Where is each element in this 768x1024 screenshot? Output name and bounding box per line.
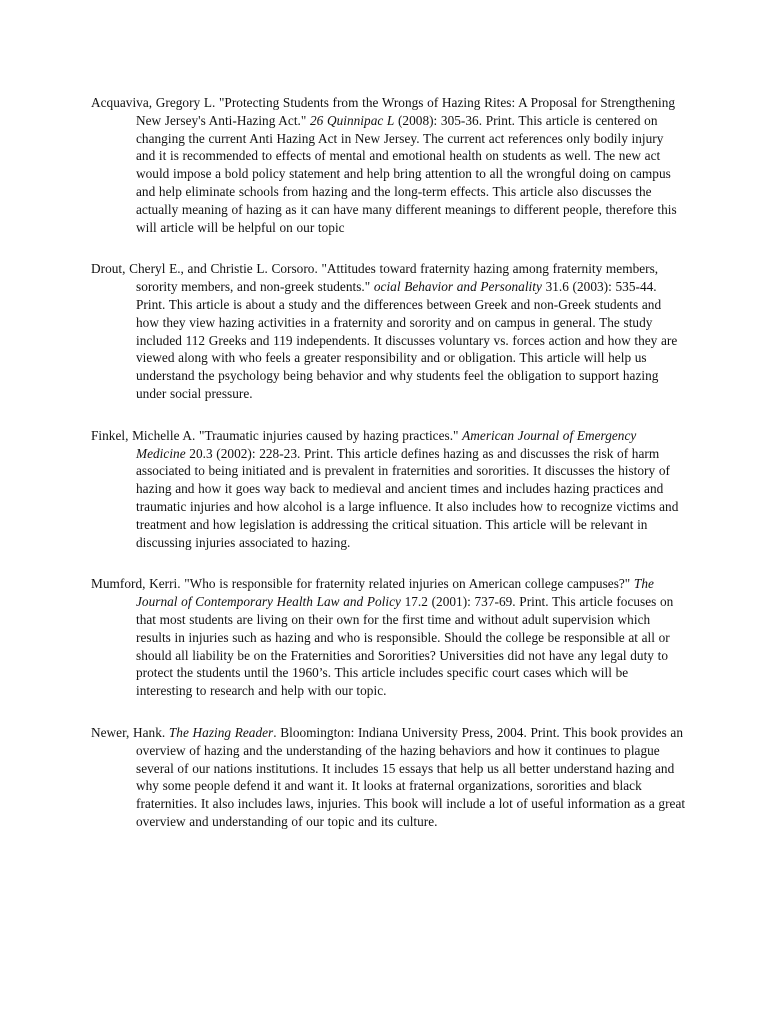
bibliography-entry-acquaviva <box>91 94 686 236</box>
entry-source-title: The Journal of Contemporary Health Law and Policy <box>136 576 654 610</box>
bibliography-entry-drout <box>91 260 686 402</box>
entry-citation-lead: Finkel, Michelle A. "Traumatic injuries caused by hazing practices." <box>91 427 463 443</box>
bibliography-entry-newer <box>91 724 686 831</box>
entry-citation-lead: Acquaviva, Gregory L. "Protecting Students from the Wrongs of Hazing Rites: A Proposal for Strengthening New Jersey's Anti-Hazing Act." <box>91 95 676 128</box>
entry-source-title: 26 Quinnipac L <box>309 112 395 128</box>
entry-citation-lead: Mumford, Kerri. "Who is responsible for fraternity related injuries on American college campuses?" <box>91 576 634 592</box>
entry-annotation: (2008): 305-36. Print. This article is centered on changing the current Anti Hazing Act in New Jersey. The current act references only bodily injury and it is recommended to effects of mental and emotional health on students as well. The new act would impose a bold policy statement and help bring attention to all the wrongful doing on campus and help eliminate schools from hazing and the long-term effects. This article also discusses the actually meaning of hazing as it can have many different meanings to different people, therefore this will article will be helpful on our topic <box>136 112 677 235</box>
entry-citation-lead: Drout, Cheryl E., and Christie L. Corsoro. "Attitudes toward fraternity hazing among fraternity members, sorority members, and non-greek students." <box>91 261 659 295</box>
entry-annotation: 17.2 (2001): 737-69. Print. This article focuses on that most students are living on their own for the first time and without adult supervision which results in injuries such as hazing and who is responsible. Should the college be responsible at all or should all liability be on the Fraternities and Sororities? Universities did not have any legal duty to protect the students until the 1960’s. This article includes specific court cases which will be interesting to research and help with our topic. <box>136 594 674 699</box>
bibliography-entry-mumford <box>91 575 686 700</box>
entry-annotation: 31.6 (2003): 535-44. Print. This article is about a study and the differences between Greek and non-Greek students and how they view hazing activities in a fraternity and sorority and on campus in general. The study included 112 Greeks and 119 independents. It discusses voluntary vs. forces action and how they are viewed along with who feels a greater responsibility and or obligation. This article will help us understand the psychology being behavior and why students feel the obligation to support hazing under social pressure. <box>136 279 678 401</box>
entry-annotation: 20.3 (2002): 228-23. Print. This article defines hazing as and discusses the risk of harm associated to being initiated and is prevalent in fraternities and sororities. It discusses the history of hazing and how it goes way back to medieval and ancient times and includes hazing practices and traumatic injuries and how alcohol is a large influence. It also includes how to recognize victims and treatment and how legislation is addressing the critical situation. This article will be relevant in discussing injuries associated to hazing. <box>136 445 679 550</box>
entry-source-title: The Hazing Reader <box>168 724 274 740</box>
entry-source-title: ocial Behavior and Personality <box>373 279 542 295</box>
entry-annotation: . Bloomington: Indiana University Press, 2004. Print. This book provides an overview of hazing and the understanding of the hazing behaviors and how it continues to plague several of our nations institutions. It includes 15 essays that help us all better understand hazing and why some people defend it and want it. It looks at fraternal organizations, sororities and black fraternities. It also includes laws, injuries. This book will include a lot of useful information as a great overview and understanding of our topic and its culture. <box>136 724 686 829</box>
entry-citation-lead: Newer, Hank. <box>91 724 169 740</box>
bibliography-entry-finkel <box>91 427 686 552</box>
entry-source-title: American Journal of Emergency Medicine <box>136 427 637 461</box>
annotated-bibliography <box>91 94 686 831</box>
